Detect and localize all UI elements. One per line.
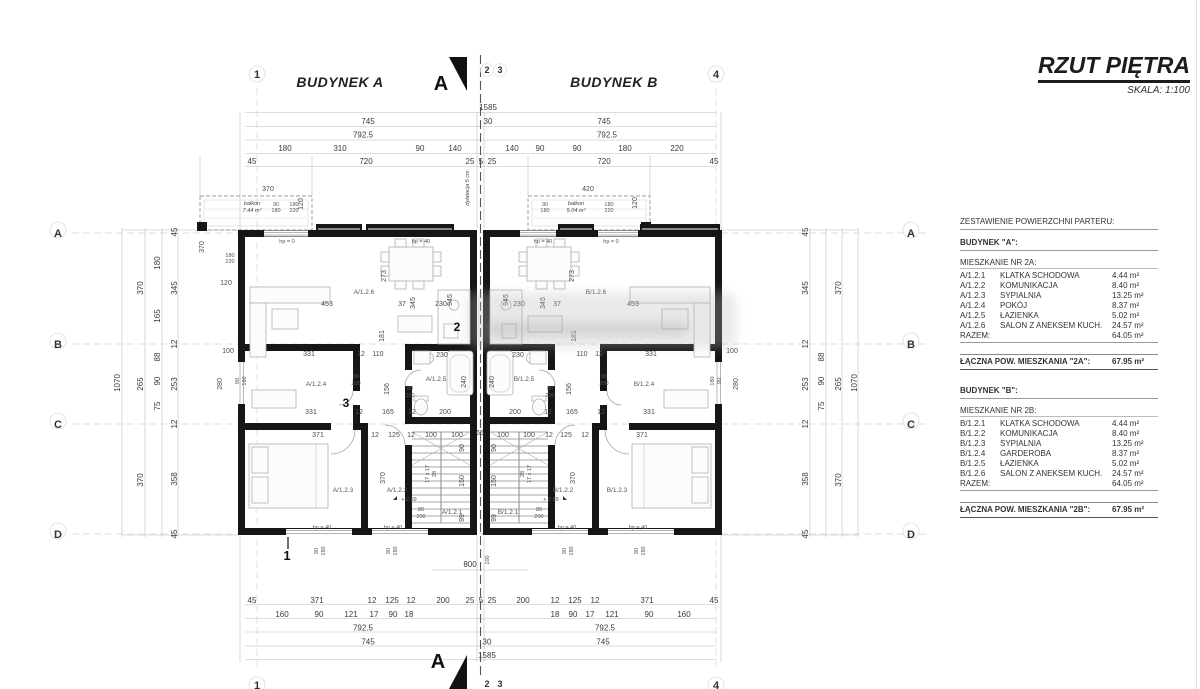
door-tag: 80 [535,507,543,513]
dim: 12 [801,339,810,349]
dim: 120 [632,197,639,209]
room-label: B/1.2.5 [513,376,535,383]
dim: 945 [447,294,454,306]
dim: 90 [817,376,826,386]
dim: 358 [801,472,810,486]
window-tag: 180 [604,202,614,208]
dim: 331 [643,409,655,416]
hp-tag: hp = 40 [628,525,648,531]
dim: 745 [361,637,375,647]
dim: 12 [170,339,179,349]
schedule-building-b [960,386,1158,518]
dim: 30 [483,117,493,126]
dim: 1585 [479,103,497,112]
dim: 30 [482,637,492,647]
room-label: B/1.2.6 [585,289,607,296]
grid-b-left: B [54,339,62,351]
dim: 165 [566,409,578,416]
dim: 12 [581,432,589,439]
dim: 75 [153,401,162,411]
window-tag: 180 [289,202,299,208]
door-tag: 80 [417,507,425,513]
grid-d-right: D [907,529,915,541]
dim: 150 [491,475,498,487]
watermark [468,292,736,348]
dim: 45 [709,596,719,605]
dim: 180 [153,256,162,270]
dim: 273 [381,270,388,282]
dim: 45 [801,227,810,237]
dim: 150 [459,475,466,487]
dim: 253 [801,377,810,391]
dim: 90 [491,444,498,452]
dim: 90 [388,610,398,619]
dim: 453 [321,301,333,308]
grid-3-bottom: 3 [497,679,503,689]
dim: 100 [451,432,463,439]
dim: 345 [170,281,179,295]
window-tag: 180 [242,376,248,386]
schedule-row: B/1.2.1 KLATKA SCHODOWA 4.44 m² [960,419,1140,428]
schedule-row: A/1.2.2 KOMUNIKACJA 8.40 m² [960,281,1140,290]
door-tag: 80 [546,386,554,392]
schedule-row: B/1.2.5 ŁAZIENKA 5.02 m² [960,459,1140,468]
dim: 110 [576,351,588,358]
dim: 90 [568,610,578,619]
dim: 230 [513,301,525,308]
dim: 12 [357,351,365,358]
dim: 160 [677,610,691,619]
window-tag: 180 [393,546,399,556]
dim: 88 [817,352,826,362]
dim: 12 [407,432,415,439]
dim: 12 [355,409,363,416]
dim: 200 [509,409,521,416]
window-tag: 220 [289,208,299,214]
schedule-total-row: RAZEM: 64.05 m² [960,479,1158,491]
schedule-sum-row: ŁĄCZNA POW. MIESZKANIA "2B": 67.95 m² [960,502,1158,518]
window-tag: 180 [569,546,575,556]
schedule-sum-row: ŁĄCZNA POW. MIESZKANIA "2A": 67.95 m² [960,354,1158,370]
dim: 45 [170,227,179,237]
grid-a-left: A [54,228,62,240]
dim: 12 [590,596,600,605]
dim: 165 [153,309,162,323]
schedule-row: A/1.2.4 POKÓJ 8.37 m² [960,301,1140,310]
dim: 25 [465,157,475,166]
dim: 90 [314,610,324,619]
hp-tag: hp = 40 [383,525,403,531]
left-dimensions [113,227,179,538]
grid-3: 3 [497,65,503,75]
dim: 12 [170,419,179,429]
dim: 12 [545,432,553,439]
dim: 90 [644,610,654,619]
dim: 12 [408,409,416,416]
dim: 370 [380,472,387,484]
dim: 12 [406,596,416,605]
level-arrow [393,496,397,500]
door-tag: 200 [599,381,609,387]
building-name: BUDYNEK "A": [960,238,1158,251]
window-tag: 180 [321,546,327,556]
dim: 156 [384,383,391,395]
dim: 90 [535,144,545,153]
dim: 88 [153,352,162,362]
dim: 371 [312,432,324,439]
dim: 420 [582,186,594,193]
dim: 200 [439,409,451,416]
hp-tag: hp = 0 [603,239,619,245]
grid-c-left: C [54,419,62,431]
dim: 125 [385,596,399,605]
dim: 160 [275,610,289,619]
hp-tag: hp = 0 [279,239,295,245]
window-tag: 220 [604,208,614,214]
interior-core-a [245,239,477,528]
dim: 720 [359,157,373,166]
grid-1-bottom: 1 [253,680,261,689]
window-tag: 90 [386,547,392,555]
wall-marker-1: 1 [283,548,291,563]
dim: 125 [388,432,400,439]
dim: 230 [512,352,524,359]
schedule-row: B/1.2.6 SALON Z ANEKSEM KUCH. 24.57 m² [960,469,1144,478]
dim: 345 [540,297,547,309]
window-tag: 180 [641,546,647,556]
dim: 180 [278,144,292,153]
dim: 45 [801,529,810,539]
room-label: B/1.2.3 [606,487,628,494]
schedule-row: A/1.2.3 SYPIALNIA 13.25 m² [960,291,1144,300]
window-tag: 90 [717,377,723,385]
stair-tag: 28 [432,470,438,478]
window-tag: 90 [634,547,640,555]
dim: 345 [801,281,810,295]
dim: 181 [379,330,386,342]
dim: 12 [550,596,560,605]
dim: 371 [310,596,324,605]
dim: 100 [425,432,437,439]
window-tag: 90 [272,202,280,208]
dim: 1070 [850,374,859,392]
dim: 45 [247,157,257,166]
dim: 45 [247,596,257,605]
building-b-title: BUDYNEK B [570,74,658,90]
schedule-total-row: RAZEM: 64.05 m² [960,331,1158,343]
hp-tag: hp = 40 [411,239,431,245]
dim: 90 [153,376,162,386]
dim: 370 [834,473,843,487]
room-label: B/1.2.4 [633,381,655,388]
door-tag: 200 [416,514,426,520]
dim: 370 [199,241,206,253]
balcony-area: 5.04 m² [566,208,586,214]
dim: 370 [262,186,274,193]
dim: 280 [733,378,740,390]
dim: 99 [459,514,466,522]
window-tag: 90 [562,547,568,555]
room-label: A/1.2.4 [305,381,327,388]
area-schedule [960,217,1158,534]
dim: 5 [478,596,484,605]
door-tag: 200 [351,381,361,387]
room-label: A/1.2.3 [332,487,354,494]
dim: 371 [640,596,654,605]
dim: 945 [503,294,510,306]
dim: 265 [136,377,145,391]
level-tag: + 2.89 [543,497,559,503]
dim: 230 [435,301,447,308]
door-tag: 200 [545,393,555,399]
dim: 90 [459,444,466,452]
dim: 745 [596,637,610,647]
room-label: A/1.2.5 [425,376,447,383]
hp-tag: hp = 40 [312,525,332,531]
dim: 121 [344,610,358,619]
dim: 220 [670,144,684,153]
stair-tag: 17 x 17 [425,464,431,484]
building-name: BUDYNEK "B": [960,386,1158,399]
sheet-scale: SKALA: 1:100 [1127,85,1190,96]
title-block [930,52,1190,96]
hp-tag: hp = 40 [557,525,577,531]
grid-1: 1 [253,69,261,81]
dim: 12 [544,409,552,416]
dylatacja-label: dylatacja 5 cm [465,170,471,206]
room-label: B/1.2.1 [497,509,519,516]
dim: 200 [436,596,450,605]
grid-a-right: A [907,228,915,240]
window-tag: 180 [710,376,716,386]
window-tag: 220 [225,259,235,265]
dim: 12 [801,419,810,429]
door-tag: 80 [406,386,414,392]
grid-d-left: D [54,529,62,541]
grid-2-bottom: 2 [484,679,490,689]
dim: 370 [136,281,145,295]
dim: 792.5 [596,130,618,140]
window-tag: 90 [541,202,549,208]
schedule-row: A/1.2.1 KLATKA SCHODOWA 4.44 m² [960,271,1140,280]
room-label: B/1.2.2 [552,487,574,494]
wall-marker-2: 2 [453,320,461,334]
door-tag: 80 [600,374,608,380]
bottom-dimensions [248,560,719,660]
dim: 181 [571,330,578,342]
level-arrow [563,496,567,500]
dim: 110 [372,351,384,358]
balcony-area: 7.44 m² [242,208,262,214]
dim: 25 [487,596,497,605]
schedule-row: B/1.2.3 SYPIALNIA 13.25 m² [960,439,1144,448]
dim: 745 [361,117,375,126]
dim: 253 [170,377,179,391]
dim: 100 [726,348,738,355]
dim: 12 [371,432,379,439]
dim: 100 [222,348,234,355]
dim: 5 [478,157,484,166]
dim: 12 [367,596,377,605]
dim: 18 [404,610,414,619]
window-tag: 90 [235,377,241,385]
section-letter-top: A [433,73,449,95]
dim: 45 [709,157,719,166]
dim: 120 [220,280,232,287]
dim: 331 [645,351,657,358]
dim: 792.5 [352,623,374,633]
dim: 45 [170,529,179,539]
room-label: A/1.2.1 [441,509,463,516]
sheet-title: RZUT PIĘTRA [1038,52,1190,83]
balcony-label: balkon [567,201,585,207]
apartment-name: MIESZKANIE NR 2B: [960,406,1158,417]
balcony-label: balkon [243,201,261,207]
dim: 17 [369,610,379,619]
schedule-row: B/1.2.4 GARDEROBA 8.37 m² [960,449,1140,458]
door-tag: 200 [405,393,415,399]
dim: 25 [465,596,475,605]
dim: 18 [550,610,560,619]
dim: 273 [569,270,576,282]
stair-tag: 17 x 17 [527,464,533,484]
section-letter-bottom: A [430,651,446,673]
window-tag: 180 [540,208,550,214]
dim: 120 [298,198,305,210]
dim: 370 [570,472,577,484]
schedule-row: A/1.2.5 ŁAZIENKA 5.02 m² [960,311,1140,320]
dim: 75 [817,401,826,411]
dim: 156 [566,383,573,395]
room-label: A/1.2.6 [353,289,375,296]
grid-c-right: C [907,419,915,431]
dim: 125 [560,432,572,439]
dim: 371 [636,432,648,439]
window-tag: 90 [314,547,320,555]
window-tag: 180 [271,208,281,214]
dim: 240 [461,376,468,388]
dim: 140 [505,144,519,153]
page-edge [1196,0,1197,689]
dim: 37 [553,301,561,308]
dim: 331 [303,351,315,358]
section-arrow-top [449,57,467,91]
door-tag: 200 [534,514,544,520]
dim: 125 [568,596,582,605]
watermark-line [488,322,688,336]
dim: 140 [448,144,462,153]
building-a-title: BUDYNEK A [296,74,384,90]
dim: 90 [572,144,582,153]
schedule-row: A/1.2.6 SALON Z ANEKSEM KUCH. 24.57 m² [960,321,1144,330]
wall-marker-3: 3 [342,396,350,410]
dim: 745 [597,117,611,126]
dim: 12 [595,351,603,358]
dim: 280 [217,378,224,390]
dim: 800 [463,560,477,569]
grid-4-bottom: 4 [712,680,720,689]
apartment-name: MIESZKANIE NR 2A: [960,258,1158,269]
dim: 331 [305,409,317,416]
dim: 12 [597,409,605,416]
dim: 792.5 [352,130,374,140]
schedule-title: ZESTAWIENIE POWIERZCHNI PARTERU: [960,217,1158,230]
dim: 17 [585,610,595,619]
grid-4: 4 [712,69,720,81]
schedule-building-a [960,238,1158,370]
window-tag: 100 [485,555,491,565]
dim: 265 [834,377,843,391]
dim: 65 [476,430,484,437]
dim: 100 [523,432,535,439]
dim: 99 [491,514,498,522]
dim: 25 [487,157,497,166]
dim: 240 [489,376,496,388]
dim: 370 [834,281,843,295]
dim: 37 [398,301,406,308]
level-tag: + 2.89 [401,497,417,503]
schedule-row: B/1.2.2 KOMUNIKACJA 8.40 m² [960,429,1140,438]
dim: 180 [618,144,632,153]
dim: 100 [497,432,509,439]
dim: 310 [333,144,347,153]
dim: 230 [436,352,448,359]
stair-tag: 28 [520,470,526,478]
dim: 90 [415,144,425,153]
dim: 345 [410,297,417,309]
hp-tag: hp = 40 [533,239,553,245]
dim: 792.5 [594,623,616,633]
dim: 720 [597,157,611,166]
dim: 200 [516,596,530,605]
section-arrow-bottom [449,655,467,689]
door-tag: 80 [352,374,360,380]
dim: 358 [170,472,179,486]
dim: 453 [627,301,639,308]
grid-2: 2 [484,65,490,75]
room-label: A/1.2.2 [386,487,408,494]
dim: 370 [136,473,145,487]
dim: 121 [605,610,619,619]
grid-b-right: B [907,339,915,351]
dim: 1070 [113,374,122,392]
dim: 165 [382,409,394,416]
window-tag: 180 [225,253,235,259]
dim: 1585 [478,651,496,660]
